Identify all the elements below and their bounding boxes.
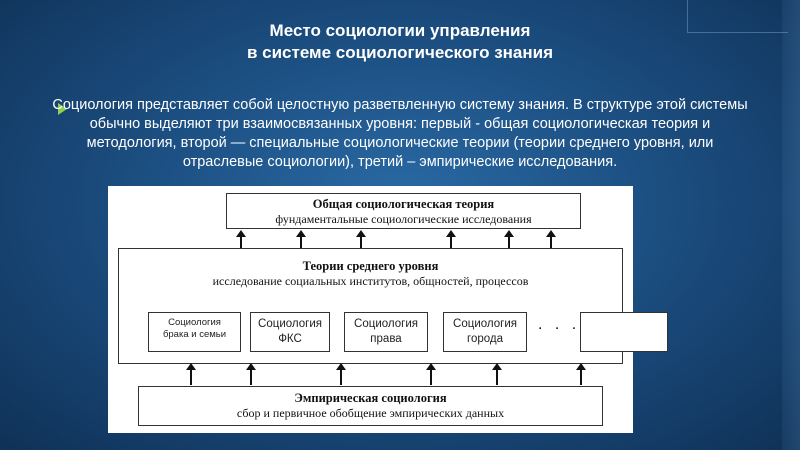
arrow-up-icon: [340, 369, 342, 385]
branch-label-line-2: права: [370, 333, 402, 345]
general-theory-title: Общая социологическая теория: [312, 197, 495, 211]
arrow-up-icon: [190, 369, 192, 385]
branch-label-line-1: Социология: [168, 317, 221, 328]
general-theory-subtitle: фундаментальные социологические исследования: [275, 212, 532, 226]
branch-box-family: [148, 312, 241, 352]
branch-label-line-1: Социология: [258, 318, 322, 330]
arrow-up-icon: [550, 236, 552, 248]
branch-label-line-2: брака и семьи: [162, 329, 227, 340]
empirical-sociology-subtitle: сбор и первичное обобщение эмпирических данных: [236, 406, 505, 420]
arrow-up-icon: [450, 236, 452, 248]
arrow-up-icon: [360, 236, 362, 248]
branch-label-line-1: Социология: [354, 318, 418, 330]
arrow-up-icon: [250, 369, 252, 385]
arrow-up-icon: [430, 369, 432, 385]
slide-title-line-1: Место социологии управления: [269, 21, 531, 40]
general-theory-box: [226, 193, 581, 229]
slide-title: [0, 20, 800, 64]
branch-label-line-2: ФКС: [278, 333, 302, 345]
branch-label-line-2: города: [467, 333, 503, 345]
slide-title-line-2: в системе социологического знания: [246, 43, 554, 62]
arrow-up-icon: [508, 236, 510, 248]
decorative-side-band: [782, 0, 800, 450]
arrow-up-icon: [300, 236, 302, 248]
sociology-levels-diagram: [108, 186, 633, 433]
more-branches-ellipsis: . . .: [538, 316, 581, 333]
arrow-up-icon: [580, 369, 582, 385]
branch-box-law: [344, 312, 428, 352]
arrow-up-icon: [496, 369, 498, 385]
intro-paragraph: Социология представляет собой целостную разветвленную систему знания. В структуре этой системы обычно выделяют три взаимосвязанных уровня: первый - общая социологическая теория и методология, второй — специальные социологические теории (теории среднего уровня, или отраслевые социологии), третий – эмпирические исследования.: [52, 97, 748, 170]
branch-box-city: [443, 312, 527, 352]
arrow-up-icon: [240, 236, 242, 248]
empirical-sociology-title: Эмпирическая социология: [294, 391, 447, 405]
branch-label-line-1: Социология: [453, 318, 517, 330]
branch-box-fks: [250, 312, 330, 352]
middle-range-theory-subtitle: исследование социальных институтов, общностей, процессов: [212, 274, 529, 288]
branch-box-empty: [580, 312, 668, 352]
empirical-sociology-box: [138, 386, 603, 426]
middle-range-theory-title: Теории среднего уровня: [302, 259, 439, 273]
